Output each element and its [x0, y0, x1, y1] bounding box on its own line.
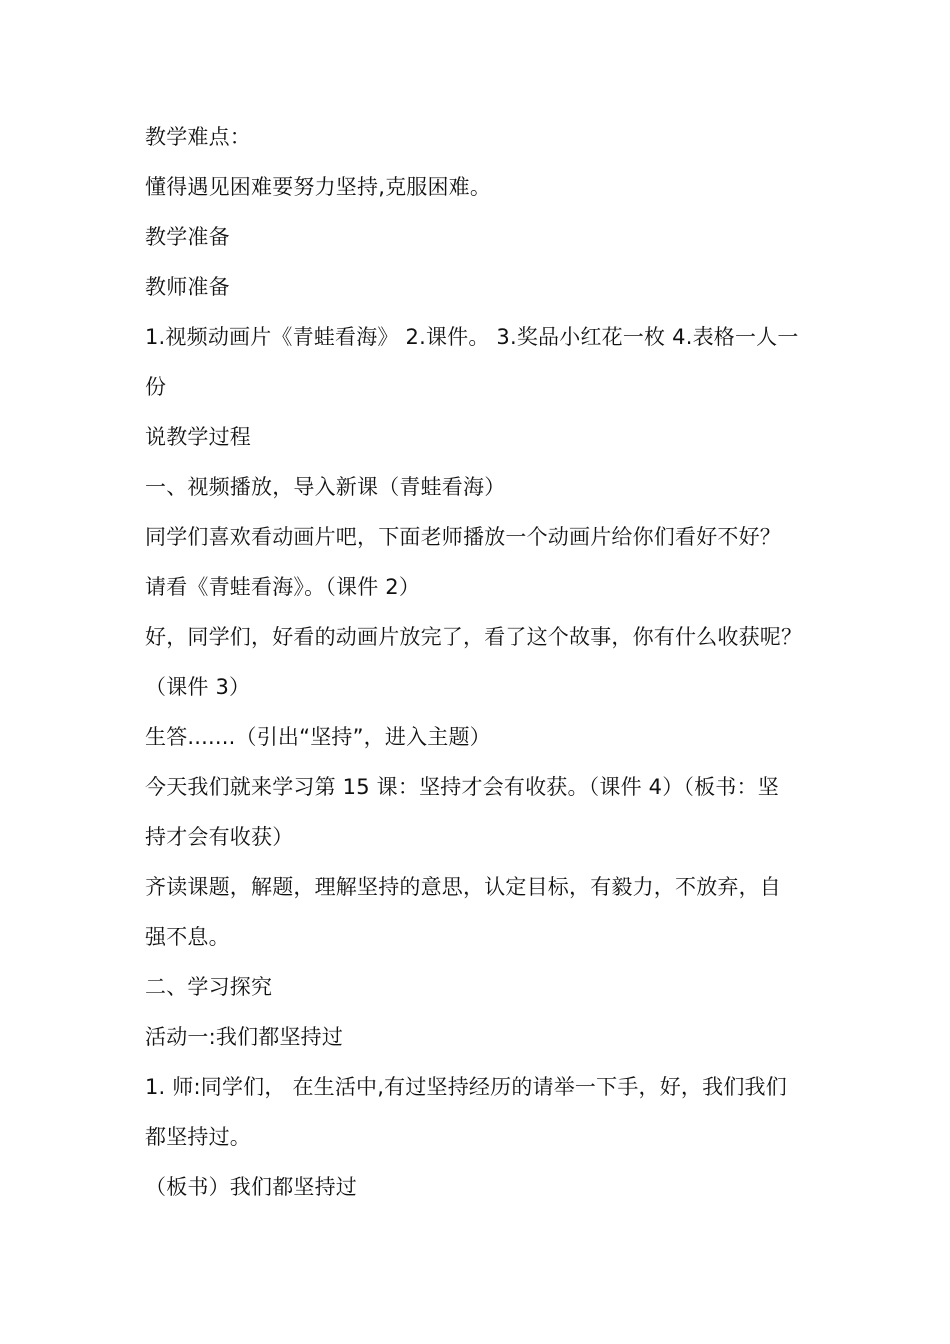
paragraph-line: 懂得遇见困难要努力坚持,克服困难。 — [145, 175, 492, 199]
heading-teaching-difficulty: 教学难点： — [145, 125, 251, 149]
paragraph-line: 今天我们就来学习第 15 课：坚持才会有收获。（课件 4）（板书：坚 — [145, 775, 779, 799]
paragraph-line: 请看《青蛙看海》。（课件 2） — [145, 575, 421, 599]
document-body — [145, 112, 810, 1212]
heading-section-one: 一、视频播放，导入新课（青蛙看海） — [145, 475, 506, 499]
paragraph-line: 齐读课题，解题，理解坚持的意思，认定目标，有毅力，不放弃，自 — [145, 875, 781, 899]
paragraph-line: （板书）我们都坚持过 — [145, 1175, 357, 1199]
paragraph-line: 同学们喜欢看动画片吧，下面老师播放一个动画片给你们看好不好？ — [145, 525, 781, 549]
heading-teacher-preparation: 教师准备 — [145, 275, 230, 299]
heading-teaching-process: 说教学过程 — [145, 425, 251, 449]
heading-teaching-preparation: 教学准备 — [145, 225, 230, 249]
heading-activity-one: 活动一:我们都坚持过 — [145, 1025, 344, 1049]
paragraph-line: 1.视频动画片《青蛙看海》 2.课件。 3.奖品小红花一枚 4.表格一人一 — [145, 325, 799, 349]
paragraph-line: 生答.......（引出“坚持”，进入主题） — [145, 725, 491, 749]
paragraph-line: 1. 师:同学们， 在生活中,有过坚持经历的请举一下手，好，我们我们 — [145, 1075, 787, 1099]
paragraph-line: （课件 3） — [145, 675, 251, 699]
heading-section-two: 二、学习探究 — [145, 975, 273, 999]
paragraph-line: 持才会有收获） — [145, 825, 294, 849]
paragraph-line: 强不息。 — [145, 925, 230, 949]
paragraph-line: 份 — [145, 375, 167, 399]
paragraph-line: 都坚持过。 — [145, 1125, 251, 1149]
paragraph-line: 好，同学们，好看的动画片放完了，看了这个故事，你有什么收获呢？ — [145, 625, 803, 649]
